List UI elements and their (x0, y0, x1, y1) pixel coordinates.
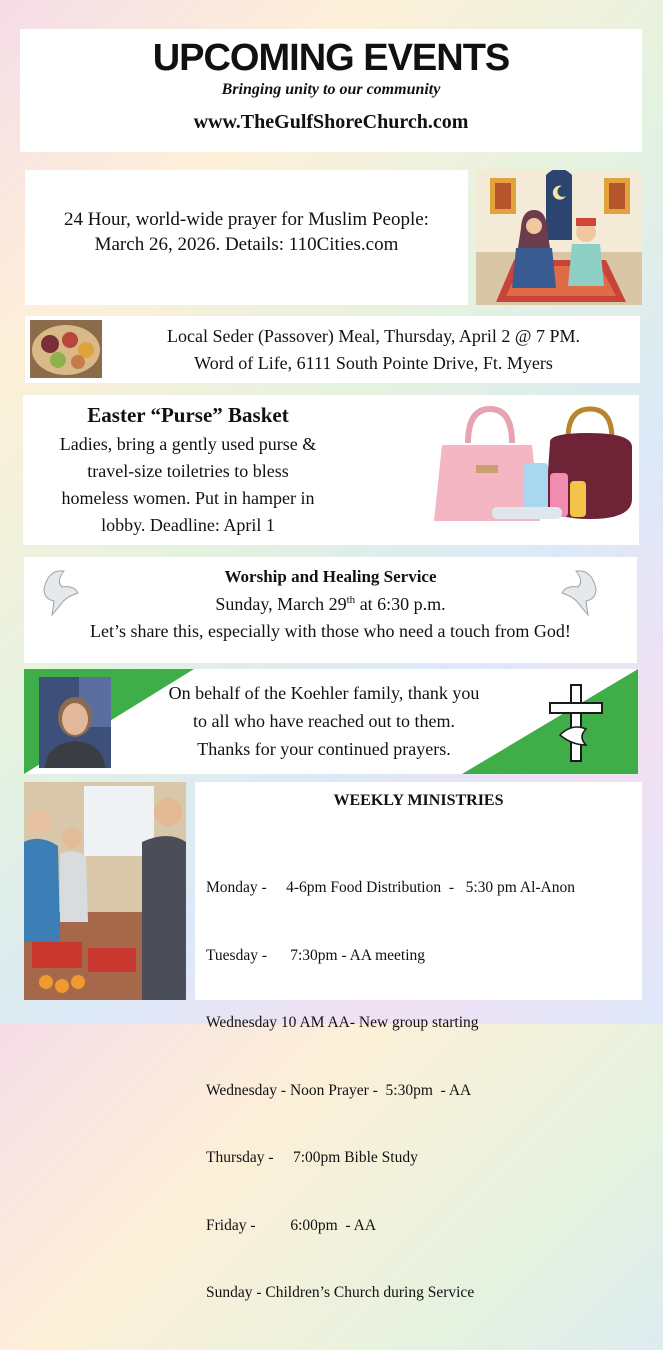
prayer-line-1: 24 Hour, world-wide prayer for Muslim People: (64, 209, 429, 230)
koehler-line-1: On behalf of the Koehler family, thank you (168, 683, 480, 703)
weekly-ministries-card (195, 782, 642, 1301)
koehler-text (134, 679, 514, 763)
worship-message: Let’s share this, especially with those who need a touch from God! (90, 621, 571, 641)
prayer-event-card (25, 170, 468, 305)
koehler-photo (39, 677, 111, 768)
easter-purse-title: Easter “Purse” Basket (87, 403, 289, 427)
seder-event-text (107, 323, 640, 377)
prayer-event-text (25, 207, 468, 257)
header-card (20, 29, 642, 152)
purses-toiletries-image (428, 403, 638, 531)
list-item: Tuesday - 7:30pm - AA meeting (206, 946, 426, 964)
easter-purse-card (23, 395, 639, 545)
seder-line-2: Word of Life, 6111 South Pointe Drive, Ft. Myers (194, 353, 553, 373)
koehler-thanks-card (24, 669, 638, 774)
seder-event-card (25, 316, 640, 383)
easter-line-2: travel-size toiletries to bless (87, 461, 289, 481)
weekly-ministries-title: WEEKLY MINISTRIES (333, 792, 504, 809)
worship-service-card (24, 557, 637, 663)
koehler-line-2: to all who have reached out to them. (193, 711, 455, 731)
easter-purse-text (33, 431, 343, 539)
worship-title: Worship and Healing Service (224, 567, 437, 586)
koehler-line-3: Thanks for your continued prayers. (197, 739, 451, 759)
page-subtitle: Bringing unity to our community (221, 81, 441, 98)
praying-children-illustration (476, 170, 642, 305)
list-item: Sunday - Children’s Church during Service (206, 1284, 475, 1301)
list-item: Monday - 4-6pm Food Distribution - 5:30 pm Al-Anon (206, 879, 575, 896)
church-website-link[interactable]: www.TheGulfShoreChurch.com (193, 111, 469, 133)
list-item: Friday - 6:00pm - AA (206, 1216, 377, 1234)
cross-dove-icon (546, 683, 606, 763)
food-distribution-photo (24, 782, 186, 1000)
seder-line-1: Local Seder (Passover) Meal, Thursday, April 2 @ 7 PM. (166, 326, 580, 346)
easter-line-1: Ladies, bring a gently used purse & (59, 434, 317, 454)
prayer-line-2: March 26, 2026. Details: 110Cities.com (94, 234, 399, 255)
worship-date-suffix: at 6:30 p.m. (355, 594, 446, 614)
easter-line-4: lobby. Deadline: April 1 (101, 515, 275, 535)
worship-date (24, 594, 637, 615)
weekly-ministries-list (206, 832, 575, 1350)
list-item: Wednesday 10 AM AA- New group starting (206, 1014, 479, 1031)
page-title: UPCOMING EVENTS (152, 37, 510, 79)
seder-plate-image (30, 320, 102, 378)
list-item: Wednesday - Noon Prayer - 5:30pm - AA (206, 1081, 472, 1099)
worship-date-prefix: Sunday, March 29 (215, 594, 347, 614)
worship-date-sup: th (346, 594, 356, 606)
easter-line-3: homeless women. Put in hamper in (61, 488, 315, 508)
list-item: Thursday - 7:00pm Bible Study (206, 1149, 418, 1166)
